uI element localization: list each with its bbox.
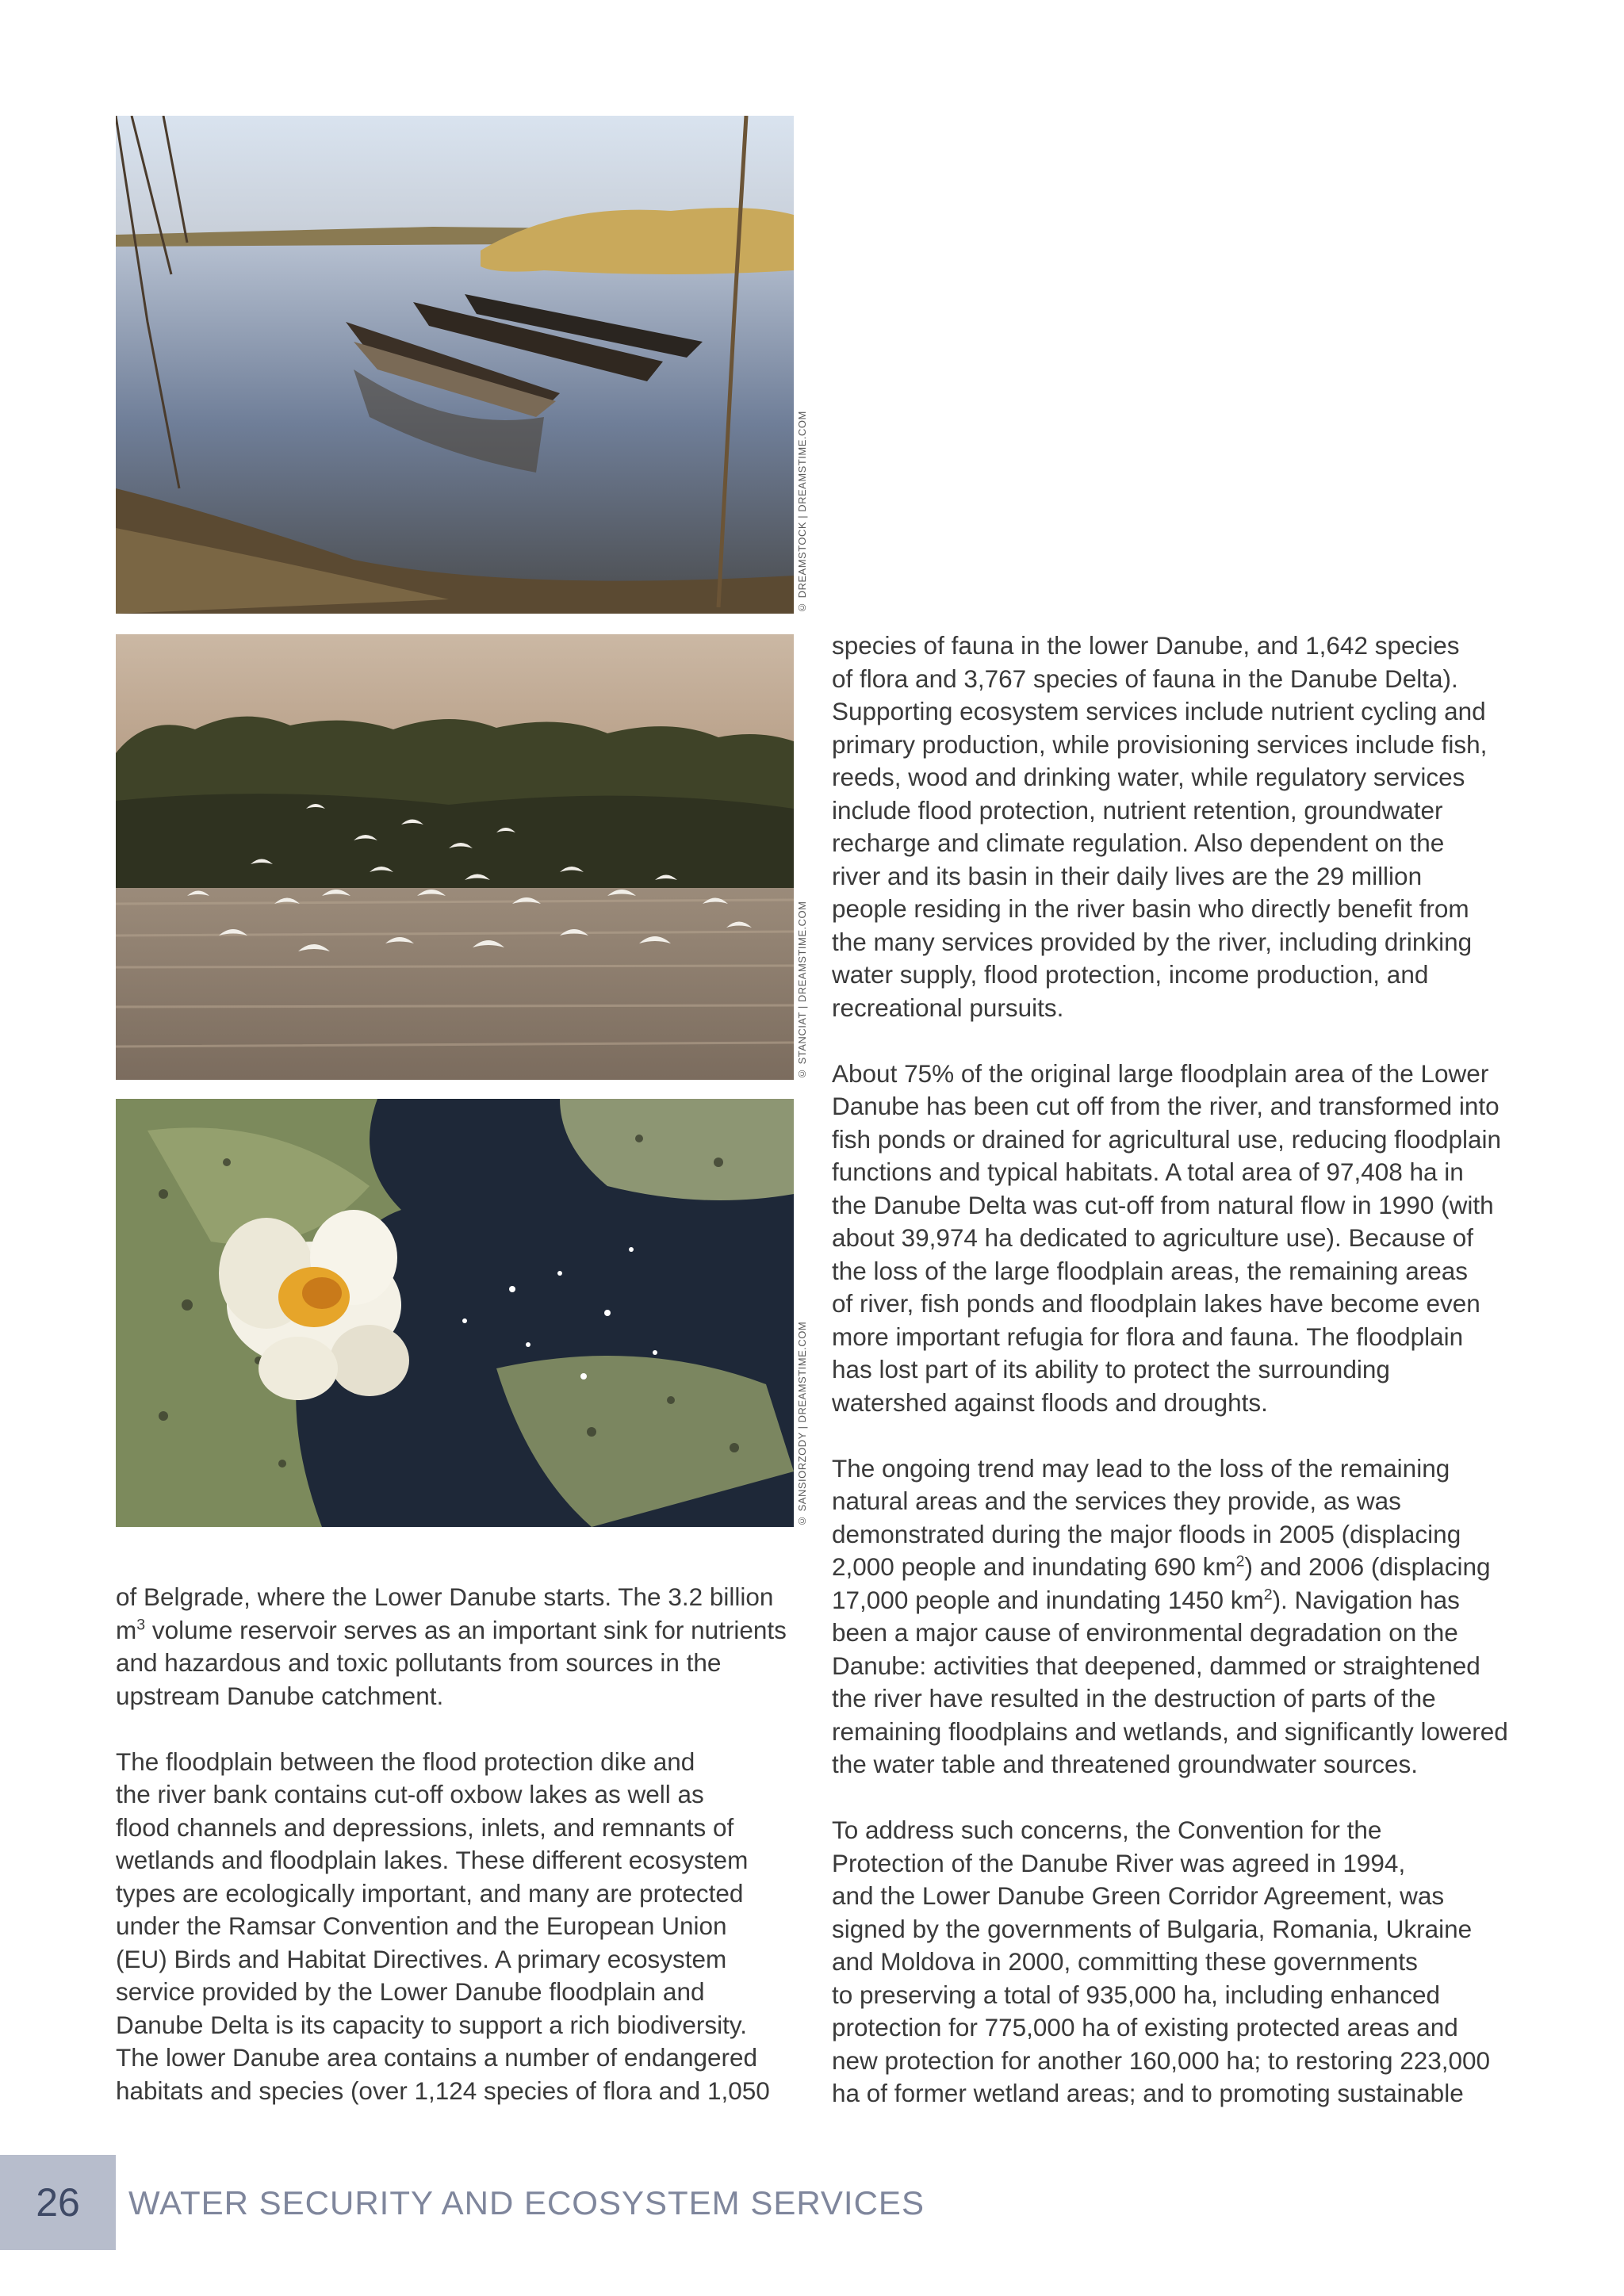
photo-boats-on-lake <box>116 116 794 614</box>
photo-credit-boats: © DREAMSTOCK | DREAMSTIME.COM <box>796 411 808 614</box>
photo-water-lily <box>116 1099 794 1527</box>
right-text-column <box>832 629 1617 2110</box>
section-title: WATER SECURITY AND ECOSYSTEM SERVICES <box>128 2184 925 2221</box>
photo-credit-water-lily: © SANSIORZODY | DREAMSTIME.COM <box>796 1321 808 1527</box>
right-paragraph-3: The ongoing trend may lead to the loss of the remaining natural areas and the services they provide, as was demonstrated during the major floods in 2005 (displacing 2,000 people and inundating 690 $km^2$) and 2006 (displacing 17,000 people and inundating 1450 $km^2$). Navigation has been a major cause of environmental degradation on the Danube: activities that deepened, dammed or straightened the river have resulted in the destruction of parts of the remaining floodplains and wetlands, and significantly lowered the water table and threatened groundwater sources. <box>832 1453 1508 1778</box>
photo-credit-pelicans: © STANCIAT | DREAMSTIME.COM <box>796 901 808 1080</box>
right-paragraph-1: species of fauna in the lower Danube, and 1,642 species of flora and 3,767 species of fauna in the Danube Delta). Supporting ecosystem services include nutrient cycling and primary production, while provisioning services include fish, reeds, wood and drinking water, while regulatory services include flood protection, nutrient retention, groundwater recharge and climate regulation. Also dependent on the river and its basin in their daily lives are the 29 million people residing in the river basin who directly benefit from the many services provided by the river, including drinking water supply, flood protection, income production, and recreational pursuits. <box>832 631 1488 1022</box>
left-text-column <box>116 1581 806 2107</box>
left-paragraph-1: of Belgrade, where the Lower Danube starts. The 3.2 billion $m^3$ volume reservoir serves as an important sink for nutrients and hazardous and toxic pollutants from sources in the upstream Danube catchment. <box>116 1582 787 1710</box>
right-paragraph-2: About 75% of the original large floodplain area of the Lower Danube has been cut off from the river, and transformed into fish ponds or drained for agricultural use, reducing floodplain functions and typical habitats. A total area of 97,408 ha in the Danube Delta was cut-off from natural flow in 1990 (with about 39,974 ha dedicated to agriculture use). Because of the loss of the large floodplain areas, the remaining areas of river, fish ponds and floodplain lakes have become even more important refugia for flora and fauna. The floodplain has lost part of its ability to protect the surrounding watershed against floods and droughts. <box>832 1058 1502 1417</box>
left-paragraph-2: The floodplain between the flood protection dike and the river bank contains cut-off oxbow lakes as well as flood channels and depressions, inlets, and remnants of wetlands and floodplain lakes. These different ecosystem types are ecologically important, and many are protected under the Ramsar Convention and the European Union (EU) Birds and Habitat Directives. A primary ecosystem service provided by the Lower Danube floodplain and Danube Delta is its capacity to support a rich biodiversity. The lower Danube area contains a number of endangered habitats and species (over 1,124 species of flora and 1,050 <box>116 1747 770 2105</box>
page-number: 26 <box>36 2180 80 2225</box>
photo-pelicans-flying <box>116 634 794 1080</box>
right-paragraph-4: To address such concerns, the Convention for the Protection of the Danube River was agreed in 1994, and the Lower Danube Green Corridor Agreement, was signed by the governments of Bulgaria, Romania, Ukraine and Moldova in 2000, committing these governments to preserving a total of 935,000 ha, including enhanced protection for 775,000 ha of existing protected areas and new protection for another 160,000 ha; to restoring 223,000 ha of former wetland areas; and to promoting sustainable <box>832 1816 1491 2107</box>
